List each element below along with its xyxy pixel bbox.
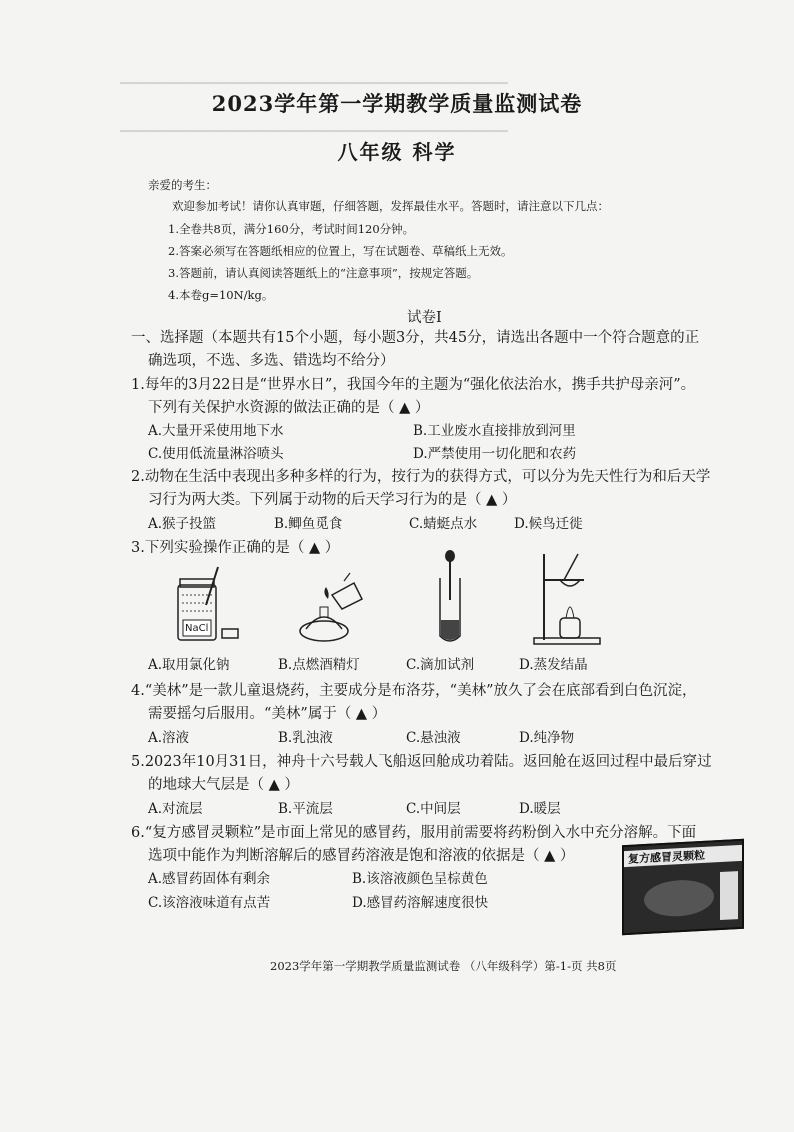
exam-title: 2023学年第一学期教学质量监测试卷 [211,91,583,116]
option: C.蜻蜓点水 [409,516,478,532]
question-stem: 5.2023年10月31日，神舟十六号载人飞船返回舱成功着陆。返回舱在返回过程中最后穿过 [131,754,712,770]
evaporation-figure [530,548,605,648]
notice-item: 3.答题前，请认真阅读答题纸上的“注意事项”，按规定答题。 [168,266,479,280]
bleed-through-text: ▁▁▁▁▁▁▁▁▁▁▁▁▁▁▁▁▁▁▁▁▁▁▁▁▁▁▁▁▁▁▁▁▁▁▁▁▁▁▁▁▁▁ [120,70,508,84]
option: B.鲫鱼觅食 [274,516,343,532]
option: B.该溶液颜色呈棕黄色 [352,871,488,887]
option: C.中间层 [406,801,461,817]
option: C.使用低流量淋浴喷头 [148,446,284,462]
option: A.感冒药固体有剩余 [148,871,271,887]
option: D.纯净物 [519,730,575,746]
notice-item: 1.全卷共8页，满分160分，考试时间120分钟。 [168,222,415,236]
page-footer: 2023学年第一学期教学质量监测试卷 （八年级科学）第-1-页 共8页 [270,959,617,973]
option: D.暖层 [519,801,561,817]
notice-item: 4.本卷g=10N/kg。 [168,288,274,302]
option: A.猴子投篮 [148,516,217,532]
option: D.感冒药溶解速度很快 [352,895,489,911]
medicine-box-image [622,839,744,935]
option: A.大量开采使用地下水 [148,423,284,439]
question-stem: 6.“复方感冒灵颗粒”是市面上常见的感冒药，服用前需要将药粉倒入水中充分溶解。下面 [131,825,697,841]
question-stem: 2.动物在生活中表现出多种多样的行为，按行为的获得方式，可以分为先天性行为和后天学 [131,469,711,485]
question-stem: 1.每年的3月22日是“世界水日”，我国今年的主题为“强化依法治水，携手共护母亲河”。 [131,377,696,393]
notice-item: 2.答案必须写在答题纸相应的位置上，写在试题卷、草稿纸上无效。 [168,244,513,258]
section-heading: 一、选择题（本题共有15个小题，每小题3分，共45分，请选出各题中一个符合题意的正 [131,330,700,346]
option: B.点燃酒精灯 [278,657,360,673]
question-stem: 习行为两大类。下列属于动物的后天学习行为的是（ ▲ ） [148,492,517,508]
notice-greeting: 亲爱的考生： [148,178,217,192]
question-stem: 下列有关保护水资源的做法正确的是（ ▲ ） [148,400,430,416]
question-stem: 选项中能作为判断溶解后的感冒药溶液是饱和溶液的依据是（ ▲ ） [148,848,575,864]
exam-subtitle: 八年级 科学 [337,140,457,164]
option: C.悬浊液 [406,730,461,746]
nacl-label: NaCl [185,623,209,634]
question-stem: 的地球大气层是（ ▲ ） [148,777,299,793]
question-stem: 4.“美林”是一款儿童退烧药，主要成分是布洛芬，“美林”放久了会在底部看到白色沉淀， [131,683,697,699]
paper-label: 试卷Ⅰ [407,310,442,326]
option: D.蒸发结晶 [519,657,588,673]
option: A.溶液 [148,730,190,746]
question-stem: 需要摇匀后服用。“美林”属于（ ▲ ） [148,706,387,722]
medicine-box-label: 复方感冒灵颗粒 [628,848,705,866]
dropper-testtube-figure [430,548,470,648]
option: B.平流层 [278,801,333,817]
question-stem: 3.下列实验操作正确的是（ ▲ ） [131,540,340,556]
option: D.候鸟迁徙 [514,516,583,532]
option: A.取用氯化钠 [148,657,230,673]
section-heading: 确选项，不选、多选、错选均不给分） [148,353,395,369]
option: C.滴加试剂 [406,657,475,673]
option: C.该溶液味道有点苦 [148,895,271,911]
notice-intro: 欢迎参加考试！请你认真审题，仔细答题，发挥最佳水平。答题时，请注意以下几点： [172,199,609,213]
bleed-through-text: ▁▁▁▁▁▁▁▁▁▁▁▁▁▁▁▁▁▁▁▁▁▁▁▁▁▁▁▁▁▁▁▁▁▁▁▁▁▁▁▁▁▁ [120,118,508,132]
alcohol-lamp-figure [292,565,372,645]
option: B.乳浊液 [278,730,333,746]
option: B.工业废水直接排放到河里 [413,423,576,439]
option: D.严禁使用一切化肥和农药 [413,446,577,462]
option: A.对流层 [148,801,203,817]
